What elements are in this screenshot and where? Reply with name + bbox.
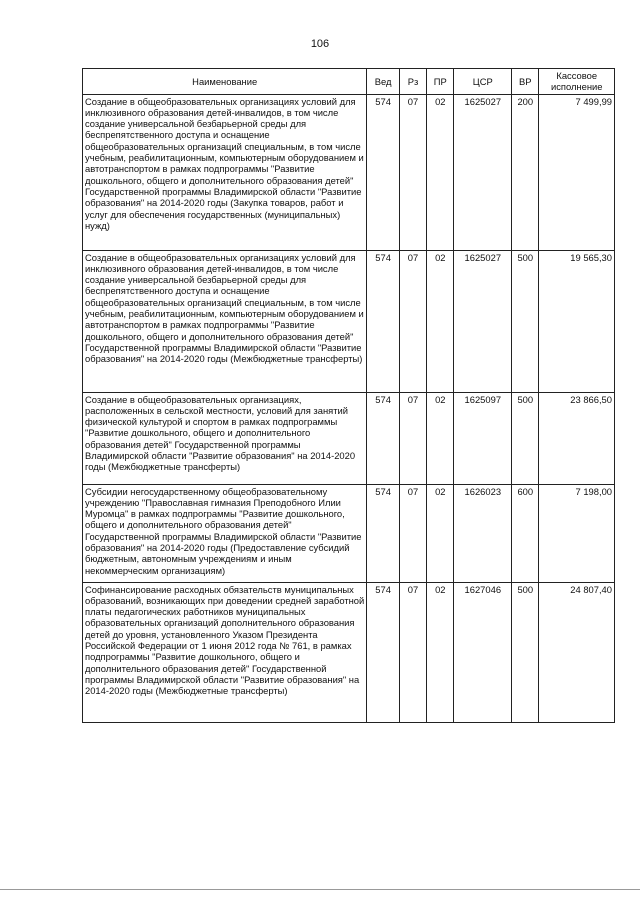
row-amount: 7 499,99: [539, 94, 615, 250]
header-vr: ВР: [512, 69, 539, 95]
row-csr: 1625027: [454, 94, 512, 250]
header-ved: Вед: [367, 69, 400, 95]
row-pr: 02: [427, 484, 454, 582]
row-name: Создание в общеобразовательных организациях условий для инклюзивного образования детей-инвалидов, в том числе создание универсальной безбарьерной среды для беспрепятственного доступа и оснащение общеобразовательных организаций специальным, в том числе учебным, реабилитационным, компьютерным оборудованием и автотранспортом в рамках подпрограммы "Развитие дошкольного, общего и дополнительного образования детей" Государственной программы Владимирской области "Развитие образования" на 2014-2020 годы (Межбюджетные трансферты): [83, 250, 367, 392]
row-rz: 07: [399, 484, 426, 582]
row-vr: 200: [512, 94, 539, 250]
row-amount: 7 198,00: [539, 484, 615, 582]
table-row: [83, 392, 615, 484]
row-vr: 600: [512, 484, 539, 582]
table-header-row: [83, 69, 615, 95]
row-ved: 574: [367, 250, 400, 392]
row-pr: 02: [427, 94, 454, 250]
row-name: Субсидии негосударственному общеобразовательному учреждению "Православная гимназия Преподобного Илии Муромца" в рамках подпрограммы "Развитие дошкольного, общего и дополнительного образования детей" Государственной программы Владимирской области "Развитие образования" на 2014-2020 годы (Предоставление субсидий бюджетным, автономным учреждениям и иным некоммерческим организациям): [83, 484, 367, 582]
row-rz: 07: [399, 250, 426, 392]
row-rz: 07: [399, 582, 426, 722]
header-pr: ПР: [427, 69, 454, 95]
budget-table: [82, 68, 615, 723]
page-number: 106: [310, 38, 330, 50]
row-ved: 574: [367, 484, 400, 582]
row-rz: 07: [399, 392, 426, 484]
row-pr: 02: [427, 250, 454, 392]
row-vr: 500: [512, 582, 539, 722]
header-name: Наименование: [83, 69, 367, 95]
row-amount: 24 807,40: [539, 582, 615, 722]
table-row: [83, 582, 615, 722]
row-name: Создание в общеобразовательных организациях условий для инклюзивного образования детей-инвалидов, в том числе создание универсальной безбарьерной среды для беспрепятственного доступа и оснащение общеобразовательных организаций специальным, в том числе учебным, реабилитационным, компьютерным оборудованием и автотранспортом в рамках подпрограммы "Развитие дошкольного, общего и дополнительного образования детей" Государственной программы Владимирской области "Развитие образования" на 2014-2020 годы (Закупка товаров, работ и услуг для обеспечения государственных (муниципальных) нужд): [83, 94, 367, 250]
row-csr: 1625097: [454, 392, 512, 484]
row-amount: 19 565,30: [539, 250, 615, 392]
row-pr: 02: [427, 392, 454, 484]
row-csr: 1625027: [454, 250, 512, 392]
table-row: [83, 484, 615, 582]
row-vr: 500: [512, 250, 539, 392]
row-pr: 02: [427, 582, 454, 722]
row-ved: 574: [367, 392, 400, 484]
table-row: [83, 250, 615, 392]
row-name: Создание в общеобразовательных организациях, расположенных в сельской местности, условий для занятий физической культурой и спортом в рамках подпрограммы "Развитие дошкольного, общего и дополнительного образования детей" Государственной программы Владимирской области "Развитие образования" на 2014-2020 годы (Межбюджетные трансферты): [83, 392, 367, 484]
header-rz: Рз: [399, 69, 426, 95]
row-ved: 574: [367, 94, 400, 250]
row-amount: 23 866,50: [539, 392, 615, 484]
row-rz: 07: [399, 94, 426, 250]
page-bottom-rule: [0, 889, 640, 890]
table-row: [83, 94, 615, 250]
header-csr: ЦСР: [454, 69, 512, 95]
row-csr: 1626023: [454, 484, 512, 582]
row-ved: 574: [367, 582, 400, 722]
row-vr: 500: [512, 392, 539, 484]
row-csr: 1627046: [454, 582, 512, 722]
header-kassovoe: Кассовое исполнение: [539, 69, 615, 95]
row-name: Софинансирование расходных обязательств муниципальных образований, возникающих при доведении средней заработной платы педагогических работников муниципальных образовательных организаций дополнительного образования детей до уровня, установленного Указом Президента Российской Федерации от 1 июня 2012 года № 761, в рамках подпрограммы "Развитие дошкольного, общего и дополнительного образования детей" Государственной программы Владимирской области "Развитие образования" на 2014-2020 годы (Межбюджетные трансферты): [83, 582, 367, 722]
